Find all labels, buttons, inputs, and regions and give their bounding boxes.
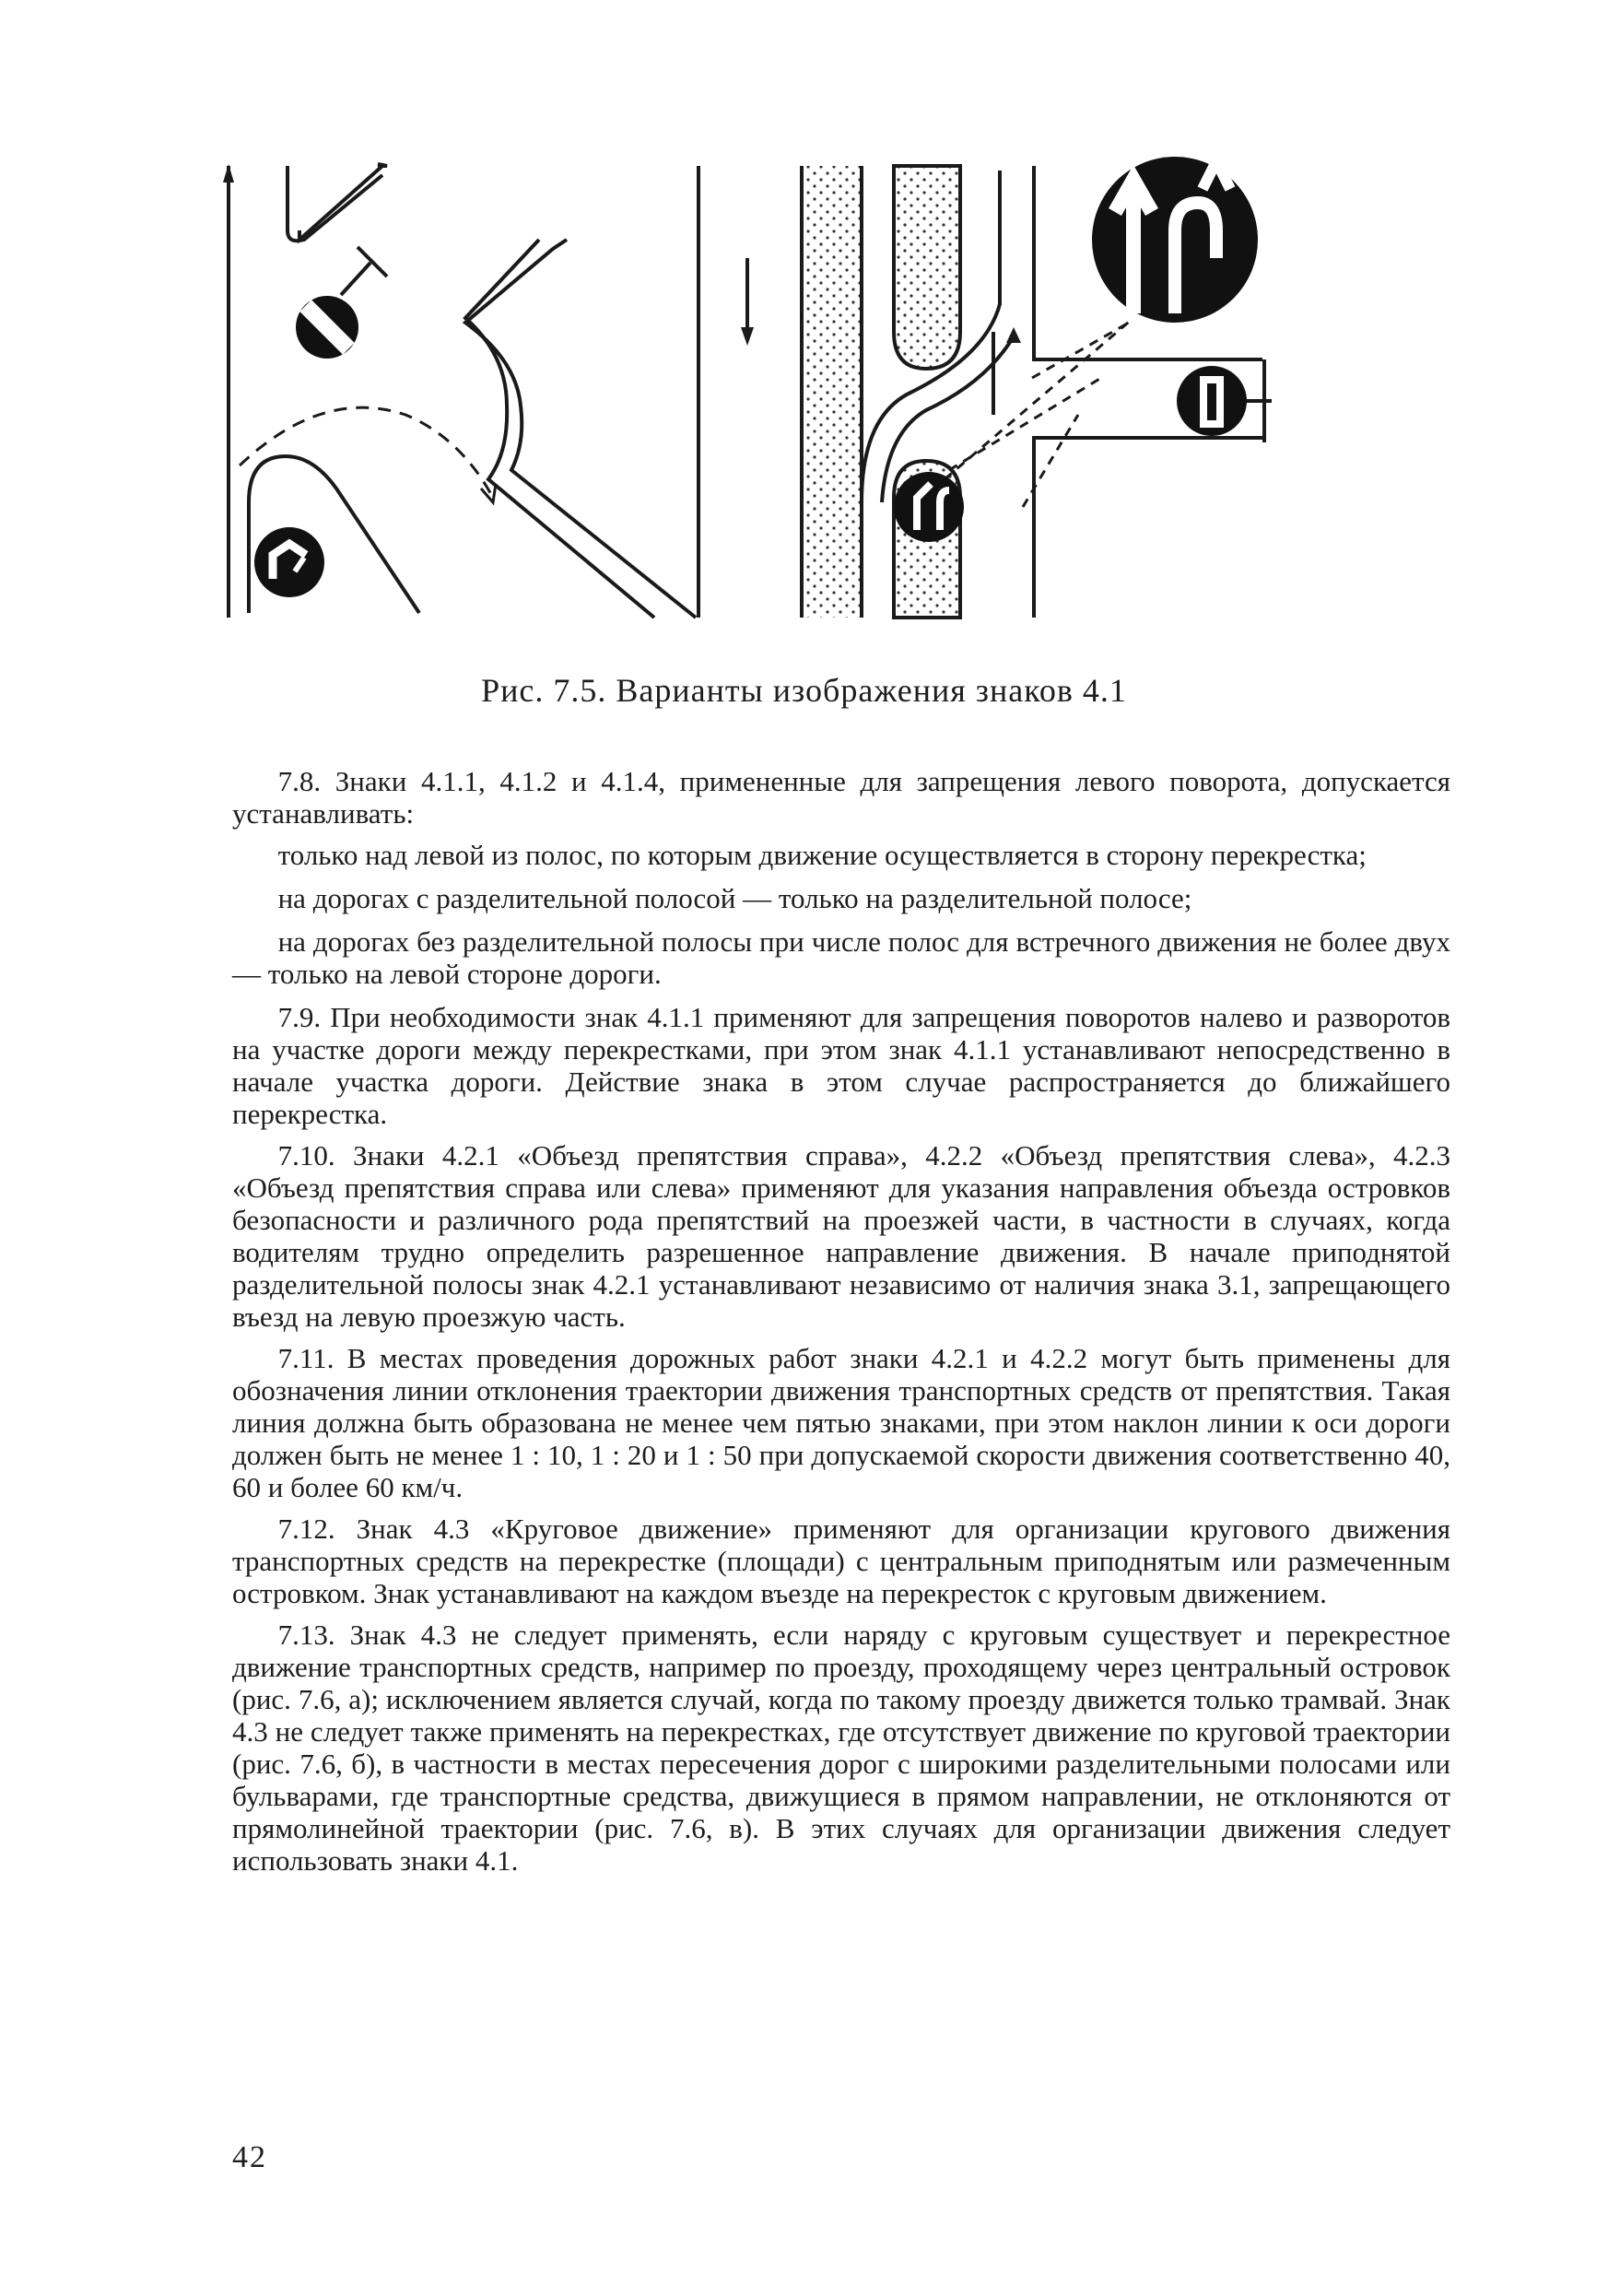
figure-7-5 <box>212 138 1465 636</box>
paragraph-7-8-lead: 7.8. Знаки 4.1.1, 4.1.2 и 4.1.4, примененные для запрещения левого поворота, допускается устанавливать: <box>232 765 1450 830</box>
paragraph-7-8-item: на дорогах без разделительной полосы при числе полос для встречного движения не более двух — только на левой стороне дороги. <box>232 925 1450 990</box>
paragraph-7-10: 7.10. Знаки 4.2.1 «Объезд препятствия справа», 4.2.2 «Объезд препятствия слева», 4.2.3 «Объезд препятствия справа или слева» применяют для указания направления объезда островков безопасности и различного рода препятствий на проезжей части, в частности в случаях, когда водителям трудно определить разрешенное направление движения. В начале приподнятой разделительной полосы знак 4.2.1 устанавливают независимо от наличия знака 3.1, запрещающего въезд на левую проезжую часть. <box>232 1139 1450 1333</box>
paragraph-7-12: 7.12. Знак 4.3 «Круговое движение» применяют для организации кругового движения транспортных средств на перекрестке (площади) с центральным приподнятым или размеченным островком. Знак устанавливают на каждом въезде на перекресток с круговым движением. <box>232 1513 1450 1609</box>
paragraph-7-13: 7.13. Знак 4.3 не следует применять, если наряду с круговым существует и перекрестное движение транспортных средств, например по проезду, проходящему через центральный островок (рис. 7.6, а); исключением является случай, когда по такому проезду движется только трамвай. Знак 4.3 не следует также применять на перекрестках, где отсутствует движение по круговой траектории (рис. 7.6, б), в частности в местах пересечения дорог с широкими разделительными полосами или бульварами, где транспортные средства, движущиеся в прямом направлении, не отклоняются от прямолинейной траектории (рис. 7.6, в). В этих случаях для организации движения следует использовать знаки 4.1. <box>232 1619 1450 1877</box>
paragraph-7-11: 7.11. В местах проведения дорожных работ знаки 4.2.1 и 4.2.2 могут быть применены для обозначения линии отклонения траектории движения транспортных средств от препятствия. Такая линия должна быть образована не менее чем пятью знаками, при этом наклон линии к оси дороги должен быть не менее 1 : 10, 1 : 20 и 1 : 50 при допускаемой скорости движения соответственно 40, 60 и более 60 км/ч. <box>232 1342 1450 1503</box>
no-entry-sign-upper-left <box>296 247 387 359</box>
paragraph-7-8-item: на дорогах с разделительной полосой — только на разделительной полосе; <box>277 882 1192 914</box>
keep-right-sign-on-island <box>894 472 964 542</box>
page-number: 42 <box>232 2140 267 2174</box>
keep-right-sign-lower-left <box>254 527 324 597</box>
paragraph-7-8-item: только над левой из полос, по которым движение осуществляется в сторону перекрестка; <box>277 839 1367 871</box>
straight-or-uturn-sign <box>1092 157 1258 323</box>
no-entry-sign-right <box>1177 359 1272 442</box>
figure-caption: Рис. 7.5. Варианты изображения знаков 4.1 <box>481 672 1127 709</box>
paragraph-7-9: 7.9. При необходимости знак 4.1.1 применяют для запрещения поворотов налево и разворотов на участке дороги между перекрестками, при этом знак 4.1.1 устанавливают непосредственно в начале участка дороги. Действие знака в этом случае распространяется до ближайшего перекрестка. <box>232 1001 1450 1130</box>
body-text <box>232 765 1450 1886</box>
